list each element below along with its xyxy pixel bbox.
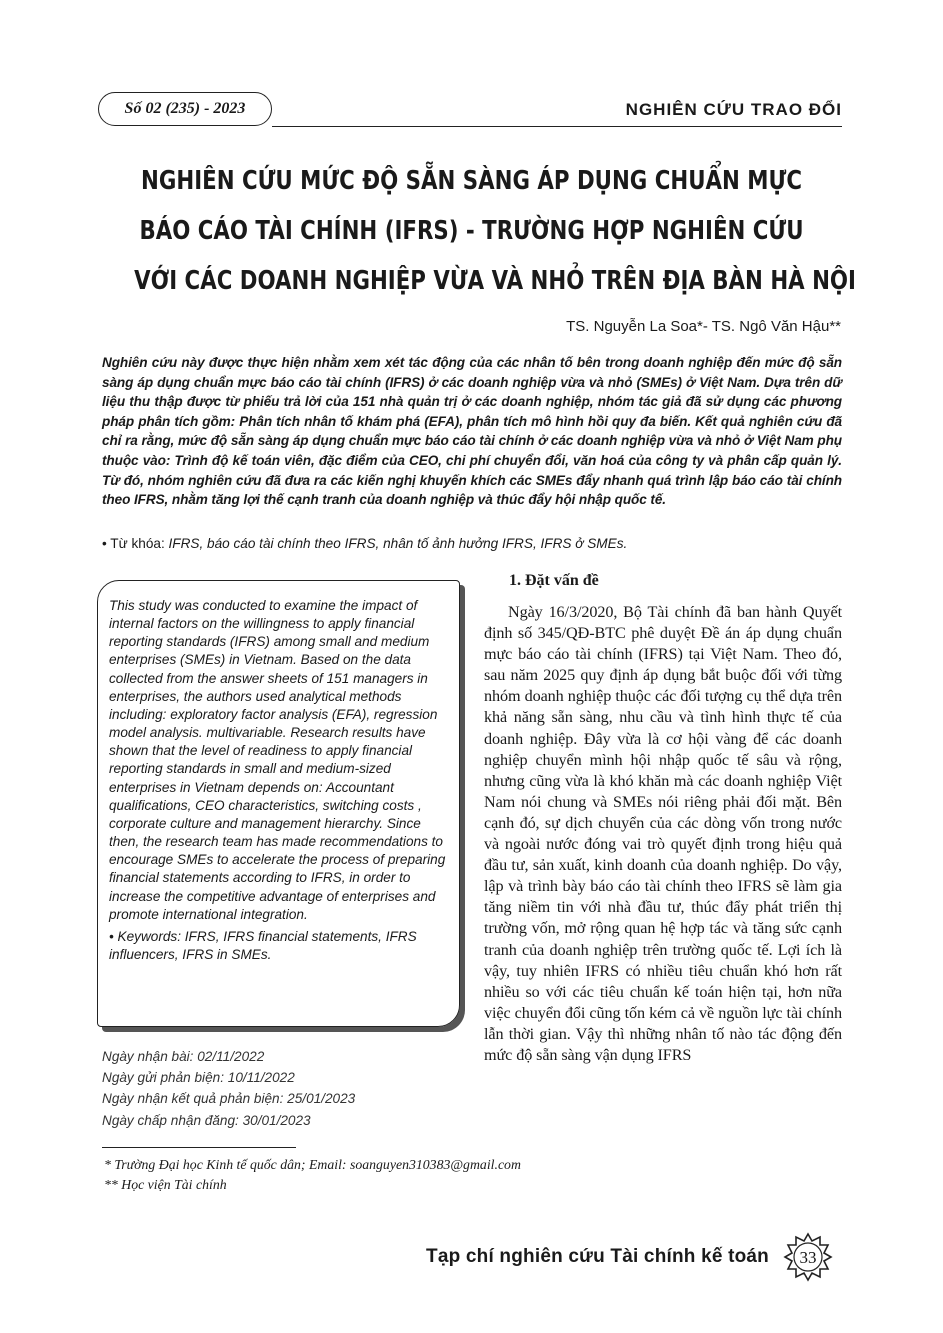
- english-abstract-box: [97, 580, 460, 1027]
- keywords-label: • Từ khóa:: [102, 536, 169, 551]
- footnote-affiliation-2: ** Học viện Tài chính: [104, 1177, 227, 1192]
- date-accepted: Ngày chấp nhận đăng: 30/01/2023: [102, 1112, 311, 1128]
- body-paragraph: Ngày 16/3/2020, Bộ Tài chính đã ban hành Quyết định số 345/QĐ-BTC phê duyệt Đề án áp dụng chuẩn mực báo cáo tài chính (IFRS) tại Việt Nam. Theo đó, sau năm 2025 quy định áp dụng bắt buộc đối với từng nhóm doanh nghiệp thuộc các đối tượng cụ thể dựa trên khả năng sẵn sàng, nhu cầu và tình hình thực tế của doanh nghiệp. Đây vừa là cơ hội vàng để các doanh nghiệp chuyển mình hội nhập quốc tế sâu và rộng, nhưng cũng vừa là khó khăn mà các doanh nghiệp Việt Nam nói chung và SMEs nói riêng phải đối mặt. Bên cạnh đó, sự dịch chuyển của các dòng vốn trong nước và ngoài nước đóng vai trò quyết định trong hiệu quả đầu tư, sản xuất, kinh doanh của doanh nghiệp. Do vậy, lập và trình bày báo cáo tài chính theo IFRS sẽ làm gia tăng niềm tin với nhà đầu tư, thúc đẩy phát triển thị trường vốn, mở rộng quan hệ hợp tác và tăng sức cạnh tranh của doanh nghiệp trên trường quốc tế. Lợi ích là vậy, tuy nhiên IFRS có nhiều tiêu chuẩn khó hơn rất nhiều so với các tiêu chuẩn kế toán hiện tại, hơn nữa việc chuyển đổi cũng tốn kém cả về nguồn lực tài chính lẫn thời gian. Vậy thì những nhân tố nào tác động đến mức độ sẵn sàng vận dụng IFRS: [484, 603, 842, 1064]
- date-received: Ngày nhận bài: 02/11/2022: [102, 1049, 265, 1064]
- journal-name: Tạp chí nghiên cứu Tài chính kế toán: [426, 1246, 769, 1267]
- title-line: BÁO CÁO TÀI CHÍNH (IFRS) - TRƯỜNG HỢP NGHIÊN CỨU: [139, 216, 804, 246]
- keywords-text: IFRS, báo cáo tài chính theo IFRS, nhân tố ảnh hưởng IFRS, IFRS ở SMEs.: [168, 536, 628, 551]
- date-review-sent: Ngày gửi phản biện: 10/11/2022: [102, 1070, 295, 1086]
- section-heading: 1. Đặt vấn đề: [509, 572, 599, 589]
- title-line: NGHIÊN CỨU MỨC ĐỘ SẴN SÀNG ÁP DỤNG CHUẨN MỰC: [141, 166, 802, 196]
- issue-label: Số 02 (235) - 2023: [98, 92, 272, 126]
- header-divider: [272, 126, 842, 127]
- page-number-badge: [783, 1232, 833, 1282]
- page-number: 33: [799, 1248, 817, 1267]
- footnote-divider: [102, 1147, 296, 1148]
- abstract-vietnamese: Nghiên cứu này được thực hiện nhằm xem xét tác động của các nhân tố bên trong doanh nghiệp đến mức độ sẵn sàng áp dụng chuẩn mực báo cáo tài chính (IFRS) ở các doanh nghiệp vừa và nhỏ (SMEs) ở Việt Nam. Dựa trên dữ liệu thu thập được từ phiếu trả lời của 151 nhà quản trị ở các doanh nghiệp, nhóm tác giả đã sử dụng các phương pháp phân tích gồm: Phân tích nhân tố khám phá (EFA), phân tích mô hình hồi quy đa biến. Kết quả nghiên cứu đã chỉ ra rằng, mức độ sẵn sàng áp dụng chuẩn mực báo cáo tài chính ở các doanh nghiệp vừa và nhỏ ở Việt Nam phụ thuộc vào: Trình độ kế toán viên, đặc điểm của CEO, chi phí chuyển đổi, văn hoá của công ty và phân cấp quản lý. Từ đó, nhóm nghiên cứu đã đưa ra các kiến nghị khuyến khích các SMEs đẩy nhanh quá trình lập báo cáo tài chính theo IFRS, nhằm tăng lợi thế cạnh tranh của doanh nghiệp và thúc đẩy hội nhập quốc tế.: [102, 355, 842, 508]
- article-title: [134, 156, 856, 306]
- section-label: NGHIÊN CỨU TRAO ĐỔI: [625, 100, 842, 119]
- footnotes: [104, 1155, 521, 1195]
- keywords-vietnamese: [102, 536, 842, 551]
- abstract-english: This study was conducted to examine the impact of internal factors on the willingness to apply financial reporting standards (IFRS) among small and medium enterprises (SMEs) in Vietnam. Based on the data collected from the answer sheets of 151 managers in enterprises, the authors used analytical methods including: exploratory factor analysis (EFA), regression model analysis. multivariable. Research results have shown that the level of readiness to apply financial reporting standards in small and medium-sized enterprises in Vietnam depends on: Accountant qualifications, CEO characteristics, switching costs , corporate culture and management hierarchy. Since then, the research team has made recommendations to encourage SMEs to accelerate the process of preparing financial statements according to IFRS, in order to increase the competitive advantage of enterprises and promote international integration.: [109, 598, 446, 922]
- authors: TS. Nguyễn La Soa*- TS. Ngô Văn Hậu**: [566, 318, 841, 335]
- keywords-english: • Keywords: IFRS, IFRS financial statements, IFRS influencers, IFRS in SMEs.: [109, 928, 417, 962]
- date-review-result: Ngày nhận kết quả phản biện: 25/01/2023: [102, 1091, 356, 1107]
- title-line: VỚI CÁC DOANH NGHIỆP VỪA VÀ NHỎ TRÊN ĐỊA BÀN HÀ NỘI: [134, 266, 856, 296]
- submission-dates: [102, 1046, 355, 1131]
- footnote-affiliation-1: * Trường Đại học Kinh tế quốc dân; Email: soanguyen310383@gmail.com: [104, 1157, 521, 1172]
